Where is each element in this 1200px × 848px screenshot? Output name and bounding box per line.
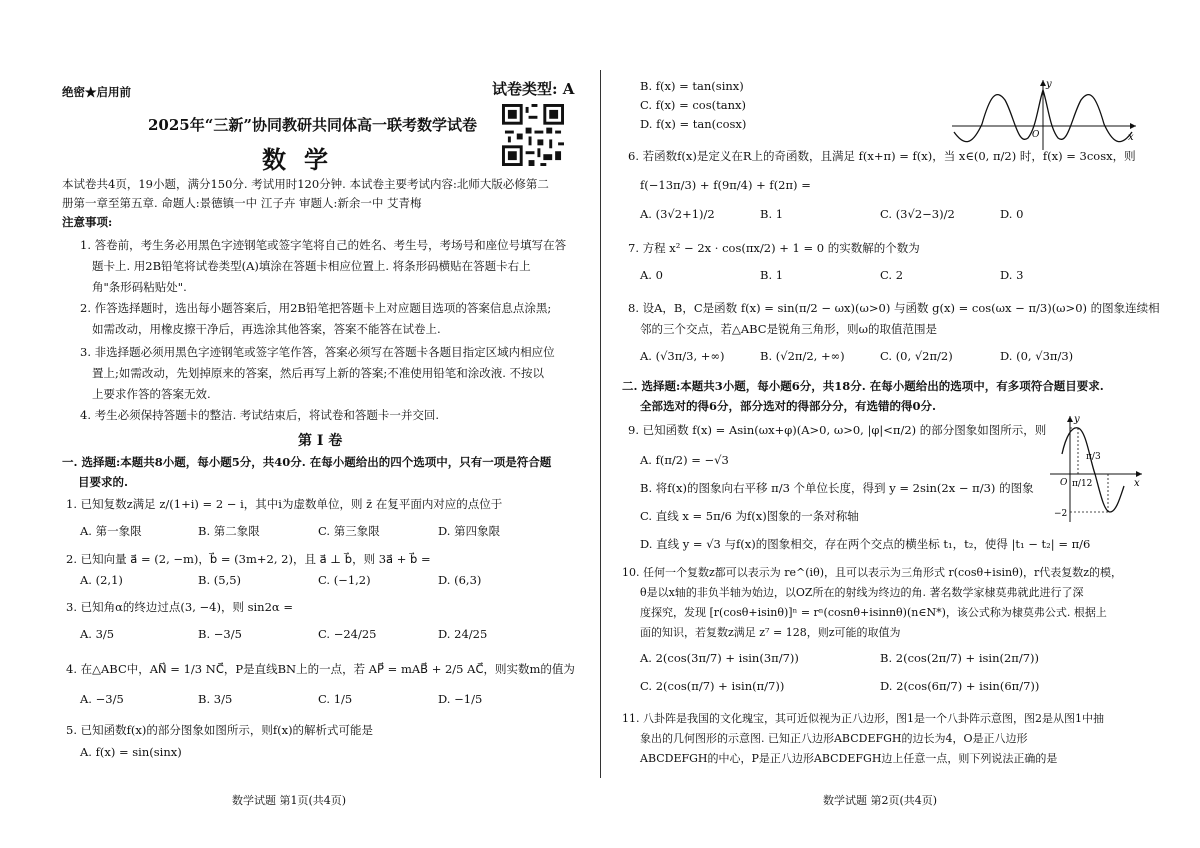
q8-option-b: B. (√2π/2, +∞)	[760, 349, 845, 363]
q3-option-d: D. 24/25	[438, 627, 488, 641]
q9-option-c: C. 直线 x = 5π/6 为f(x)图象的一条对称轴	[640, 509, 859, 523]
section-2-heading-cont: 全部选对的得6分，部分选对的得部分分，有选错的得0分.	[640, 399, 937, 413]
q9-function-graph	[1048, 412, 1148, 524]
question-3: 3. 已知角α的终边过点(3, −4)，则 sin2α =	[66, 600, 293, 614]
q3-option-a: A. 3/5	[80, 627, 115, 641]
notice-2a: 2. 作答选择题时，选出每小题答案后，用2B铅笔把答题卡上对应题目选项的答案信息点涂黑;	[80, 301, 552, 315]
section-2-heading: 二. 选择题:本题共3小题，每小题6分，共18分. 在每小题给出的选项中，有多项符合题目要求.	[622, 379, 1104, 393]
paper-type: 试卷类型: A	[492, 80, 575, 98]
q9-graph-origin: O	[1060, 478, 1068, 488]
q5-option-c: C. f(x) = cos(tanx)	[640, 98, 746, 112]
q6-option-d: D. 0	[1000, 207, 1024, 221]
q7-option-a: A. 0	[640, 268, 663, 282]
q9-option-d: D. 直线 y = √3 与f(x)的图象相交，存在两个交点的横坐标 t₁，t₂，使得 |t₁ − t₂| = π/6	[640, 537, 1091, 551]
q9-option-b: B. 将f(x)的图象向右平移 π/3 个单位长度，得到 y = 2sin(2x − π/3) 的图象	[640, 481, 1034, 495]
q3-option-c: C. −24/25	[318, 627, 377, 641]
q2-option-c: C. (−1,2)	[318, 573, 371, 587]
q4-option-c: C. 1/5	[318, 692, 353, 706]
notice-3b: 置上;如需改动，先划掉原来的答案，然后再写上新的答案;不准使用铅笔和涂改液. 不按以	[92, 366, 545, 380]
notice-title: 注意事项:	[62, 215, 113, 229]
question-8: 8. 设A，B，C是函数 f(x) = sin(π/2 − ωx)(ω>0) 与函数 g(x) = cos(ωx − π/3)(ω>0) 的图象连续相	[628, 301, 1160, 315]
q4-option-a: A. −3/5	[80, 692, 124, 706]
q2-option-b: B. (5,5)	[198, 573, 242, 587]
q9-graph-tick-top: π/3	[1086, 452, 1101, 462]
notice-4: 4. 考生必须保持答题卡的整洁. 考试结束后，将试卷和答题卡一并交回.	[80, 408, 440, 422]
q8-option-d: D. (0, √3π/3)	[1000, 349, 1074, 363]
question-2: 2. 已知向量 a⃗ = (2, −m)，b⃗ = (3m+2, 2)，且 a⃗ ⊥ b⃗，则 3a⃗ + b⃗ =	[66, 552, 431, 566]
q1-option-c: C. 第三象限	[318, 524, 380, 538]
q9-option-a: A. f(π/2) = −√3	[640, 453, 729, 467]
q10-option-d: D. 2(cos(6π/7) + isin(6π/7))	[880, 679, 1040, 693]
question-10-line-4: 面的知识，若复数z满足 z⁷ = 128，则z可能的取值为	[640, 626, 901, 639]
q9-graph-y-label: y	[1074, 414, 1080, 425]
page-divider	[600, 70, 601, 778]
question-7: 7. 方程 x² − 2x · cos(πx/2) + 1 = 0 的实数解的个数为	[628, 241, 920, 255]
q5-option-b: B. f(x) = tan(sinx)	[640, 79, 744, 93]
q6-option-c: C. (3√2−3)/2	[880, 207, 955, 221]
q2-option-d: D. (6,3)	[438, 573, 482, 587]
notice-1b: 题卡上. 用2B铅笔将试卷类型(A)填涂在答题卡相应位置上. 将条形码横贴在答题卡右上	[92, 259, 531, 273]
q1-option-d: D. 第四象限	[438, 524, 501, 538]
page-1-footer: 数学试题 第1页(共4页)	[232, 794, 347, 807]
section-1-heading: 一. 选择题:本题共8小题，每小题5分，共40分. 在每小题给出的四个选项中，只有一项是符合题	[62, 455, 552, 469]
q5-option-d: D. f(x) = tan(cosx)	[640, 117, 747, 131]
subject-title: 数学	[262, 145, 346, 174]
question-11: 11. 八卦阵是我国的文化瑰宝，其可近似视为正八边形，图1是一个八卦阵示意图，图2是从图1中抽	[622, 712, 1104, 725]
q5-function-graph	[950, 76, 1140, 152]
q9-graph-x-label: x	[1134, 478, 1140, 489]
question-10-line-2: θ是以x轴的非负半轴为始边，以OZ所在的射线为终边的角. 著名数学家棣莫弗就此进行了深	[640, 586, 1084, 599]
q8-option-c: C. (0, √2π/2)	[880, 349, 953, 363]
question-1: 1. 已知复数z满足 z/(1+i) = 2 − i，其中i为虚数单位，则 z̄ 在复平面内对应的点位于	[66, 497, 503, 511]
q9-graph-ymin: −2	[1054, 509, 1068, 519]
q10-option-c: C. 2(cos(π/7) + isin(π/7))	[640, 679, 785, 693]
exam-title: 2025年“三新”协同教研共同体高一联考数学试卷	[148, 116, 478, 134]
volume-title: 第 Ⅰ 卷	[298, 433, 343, 449]
q6-option-a: A. (3√2+1)/2	[640, 207, 715, 221]
q3-option-b: B. −3/5	[198, 627, 242, 641]
q6-option-b: B. 1	[760, 207, 784, 221]
intro-line-1: 本试卷共4页，19小题，满分150分. 考试用时120分钟. 本试卷主要考试内容:北师大版必修第二	[62, 177, 549, 191]
question-4: 4. 在△ABC中，AN⃗ = 1/3 NC⃗，P是直线BN上的一点，若 AP⃗ = mAB⃗ + 2/5 AC⃗，则实数m的值为	[66, 662, 575, 676]
q1-option-b: B. 第二象限	[198, 524, 260, 538]
section-1-heading-cont: 目要求的.	[78, 475, 129, 489]
q10-option-b: B. 2(cos(2π/7) + isin(2π/7))	[880, 651, 1040, 665]
notice-1c: 角"条形码粘贴处".	[92, 280, 187, 294]
question-10-line-3: 度探究，发现 [r(cosθ+isinθ)]ⁿ = rⁿ(cosnθ+isinnθ)(n∈N*)，该公式称为棣莫弗公式. 根据上	[640, 606, 1107, 619]
secret-label: 绝密★启用前	[62, 85, 131, 99]
question-6-cont: f(−13π/3) + f(9π/4) + f(2π) =	[640, 178, 811, 192]
q5-option-a: A. f(x) = sin(sinx)	[80, 745, 182, 759]
notice-3a: 3. 非选择题必须用黑色字迹钢笔或签字笔作答，答案必须写在答题卡各题目指定区域内相应位	[80, 345, 555, 359]
q4-option-b: B. 3/5	[198, 692, 233, 706]
q5-graph-x-label: x	[1128, 132, 1134, 143]
question-10: 10. 任何一个复数z都可以表示为 re^(iθ)，且可以表示为三角形式 r(cosθ+isinθ)，r代表复数z的模，	[622, 566, 1123, 579]
q7-option-d: D. 3	[1000, 268, 1024, 282]
q4-option-d: D. −1/5	[438, 692, 483, 706]
page-2-footer: 数学试题 第2页(共4页)	[823, 794, 938, 807]
notice-3c: 上要求作答的答案无效.	[92, 387, 211, 401]
q7-option-c: C. 2	[880, 268, 904, 282]
q2-option-a: A. (2,1)	[80, 573, 123, 587]
q7-option-b: B. 1	[760, 268, 784, 282]
q5-graph-origin: O	[1032, 130, 1040, 140]
q10-option-a: A. 2(cos(3π/7) + isin(3π/7))	[640, 651, 799, 665]
q8-option-a: A. (√3π/3, +∞)	[640, 349, 725, 363]
question-11-line-2: 象出的几何图形的示意图. 已知正八边形ABCDEFGH的边长为4，O是正八边形	[640, 732, 1028, 745]
question-9: 9. 已知函数 f(x) = Asin(ωx+φ)(A>0, ω>0, |φ|<π/2) 的部分图象如图所示，则	[628, 423, 1047, 437]
notice-1a: 1. 答卷前，考生务必用黑色字迹钢笔或签字笔将自己的姓名、考生号，考场号和座位号填写在答	[80, 238, 567, 252]
q1-option-a: A. 第一象限	[80, 524, 142, 538]
q9-graph-tick-mid: π/12	[1072, 479, 1093, 489]
notice-2b: 如需改动，用橡皮擦干净后，再选涂其他答案，答案不能答在试卷上.	[92, 322, 441, 336]
qr-code-icon	[502, 104, 564, 166]
q5-graph-y-label: y	[1046, 79, 1052, 90]
intro-line-2: 册第一章至第五章. 命题人:景德镇一中 江子卉 审题人:新余一中 艾青梅	[62, 196, 422, 210]
question-11-line-3: ABCDEFGH的中心，P是正八边形ABCDEFGH边上任意一点，则下列说法正确的是	[640, 752, 1058, 765]
question-6: 6. 若函数f(x)是定义在R上的奇函数，且满足 f(x+π) = f(x)，当 x∈(0, π/2) 时，f(x) = 3cosx，则	[628, 149, 1136, 163]
question-5: 5. 已知函数f(x)的部分图象如图所示，则f(x)的解析式可能是	[66, 723, 374, 737]
question-8-cont: 邻的三个交点，若△ABC是锐角三角形，则ω的取值范围是	[640, 322, 937, 336]
page-2	[603, 0, 1200, 848]
